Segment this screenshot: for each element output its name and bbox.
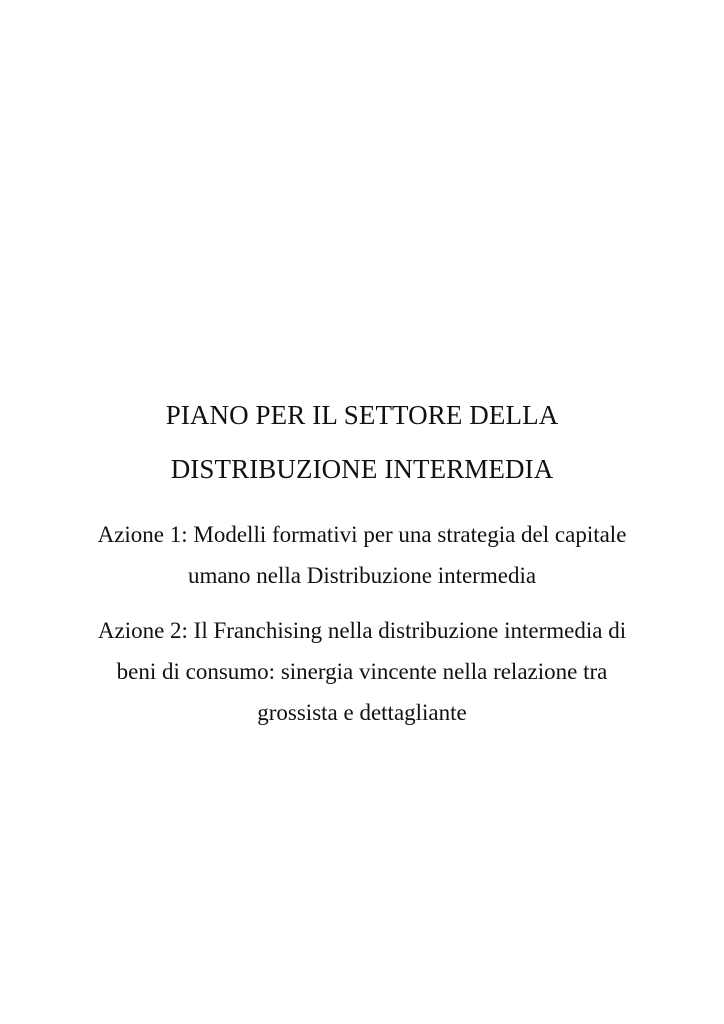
action-1-line-2: umano nella Distribuzione intermedia	[187, 563, 537, 588]
title-line-1: PIANO PER IL SETTORE DELLA	[165, 400, 559, 430]
action-1-line-1: Azione 1: Modelli formativi per una strategia del capitale	[97, 522, 627, 547]
title-line-2: DISTRIBUZIONE INTERMEDIA	[170, 454, 554, 484]
action-2-line-3: grossista e dettagliante	[257, 700, 467, 725]
action-1-paragraph	[60, 514, 664, 596]
action-2-line-1: Azione 2: Il Franchising nella distribuzione intermedia di	[97, 618, 627, 643]
document-title	[60, 388, 664, 496]
action-2-line-2: beni di consumo: sinergia vincente nella relazione tra	[116, 659, 608, 684]
cover-content	[60, 388, 664, 733]
action-2-paragraph	[60, 610, 664, 733]
